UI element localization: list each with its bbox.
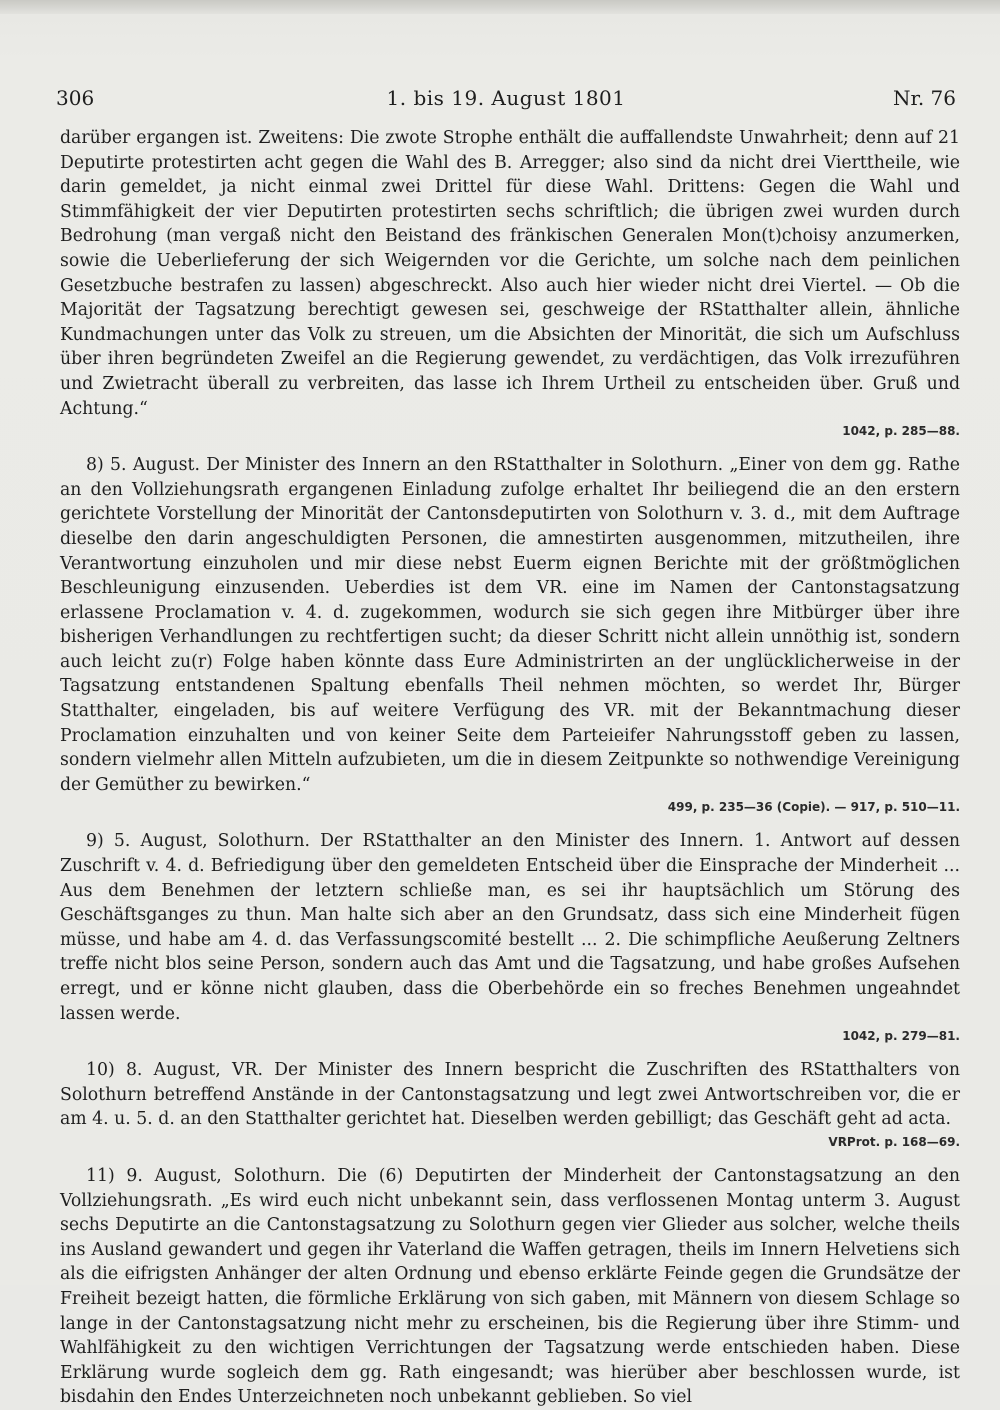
- source-reference: VRProt. p. 168—69.: [828, 1134, 960, 1149]
- running-head-date: 1. bis 19. August 1801: [386, 86, 626, 110]
- page-number: 306: [56, 86, 95, 110]
- paragraph-entry-11: 11) 9. August, Solothurn. Die (6) Deputirten der Minderheit der Cantonstagsatzung an den Vollziehungsrath. „Es wird euch nicht unbekannt sein, dass verflossenen Montag unterm 3. August sechs Deputirte an die Cantonstagsatzung zu Solothurn gegen vier Glieder aus solcher, welche theils ins Ausland gewandert und gegen ihr Vaterland die Waffen getragen, theils im Innern Helvetiens sich als die eifrigsten Anhänger der alten Ordnung und ebenso erklärte Feinde gegen die Grundsätze der Freiheit bezeigt hatten, die förmliche Erklärung von sich gaben, mit Männern von diesem Schlage so lange in der Cantonstagsatzung nicht mehr zu erscheinen, bis die Regierung über ihre Stimm- und Wahlfähigkeit zu den wichtigen Verrichtungen der Tagsatzung werde entschieden haben. Diese Erklärung wurde sogleich dem gg. Rath eingesandt; was hierüber aber beschlossen wurde, ist bisdahin den Endes Unterzeichneten noch unbekannt geblieben. So viel: [60, 1165, 960, 1408]
- page-header: [56, 86, 956, 120]
- page-body: [60, 126, 960, 1410]
- paragraph-continuation: darüber ergangen ist. Zweitens: Die zwote Strophe enthält die auffallendste Unwahrheit; denn auf 21 Deputirte protestirten acht gegen die Wahl des B. Arregger; also sind da nicht drei Vierttheile, wie darin gemeldet, ja nicht einmal zwei Drittel für diese Wahl. Drittens: Gegen die Wahl und Stimmfähigkeit der vier Deputirten protestirten sechs schriftlich; die übrigen zwei wurden durch Bedrohung (man vergaß nicht den Beistand des fränkischen Generalen Mon(t)choisy anzumerken, sowie die Ueberlieferung der sich Weigernden vor die Gerichte, um solche nach dem peinlichen Gesetzbuche bestrafen zu lassen) abgeschreckt. Also auch hier wieder nicht drei Viertel. — Ob die Majorität der Tagsatzung berechtigt gewesen sei, geschweige der RStatthalter allein, ähnliche Kundmachungen unter das Volk zu streuen, um die Absichten der Minorität, die sich um Aufschluss über ihren begründeten Zweifel an die Regierung gewendet, zu verdächtigen, das Volk irrezuführen und Zwietracht überall zu verbreiten, das lasse ich Ihrem Urtheil zu entscheiden über. Gruß und Achtung.“: [60, 128, 960, 419]
- paragraph-entry-8: 8) 5. August. Der Minister des Innern an den RStatthalter in Solothurn. „Einer von dem gg. Rathe an den Vollziehungsrath ergangenen Einladung zufolge erhaltet Ihr beiliegend die an den erstern gerichtete Vorstellung der Minorität der Cantonsdeputirten von Solothurn v. 3. d., mit dem Auftrage dieselbe den darin angeschuldigten Personen, die amnestirten ausgenommen, mitzutheilen, ihre Verantwortung einzuholen und mir diese nebst Euerm eignen Berichte mit der größtmöglichen Beschleunigung einzusenden. Ueberdies ist dem VR. eine im Namen der Cantonstagsatzung erlassene Proclamation v. 4. d. zugekommen, wodurch sie sich gegen ihre Mitbürger über ihre bisherigen Verhandlungen zu rechtfertigen sucht; da dieser Schritt nicht allein unnöthig ist, sondern auch leicht zu(r) Folge haben könnte dass Eure Administrirten an der unglücklicherweise in der Tagsatzung entstandenen Spaltung ebenfalls Theil nehmen möchten, so werdet Ihr, Bürger Statthalter, eingeladen, bis auf weitere Verfügung des VR. mit der Bekanntmachung dieser Proclamation einzuhalten und von keiner Seite dem Parteieifer Nahrungsstoff geben zu lassen, sondern vielmehr allen Mitteln aufzubieten, um die in diesem Zeitpunkte so nothwendige Vereinigung der Gemüther zu bewirken.“: [60, 455, 960, 795]
- document-number: Nr. 76: [892, 86, 956, 110]
- scan-edge: [0, 0, 1000, 14]
- source-reference: 499, p. 235—36 (Copie). — 917, p. 510—11.: [667, 800, 960, 815]
- paragraph-entry-10: 10) 8. August, VR. Der Minister des Innern bespricht die Zuschriften des RStatthalters von Solothurn betreffend Anstände in der Cantonstagsatzung und legt zwei Antwortschreiben vor, die er am 4. u. 5. d. an den Statthalter gerichtet hat. Dieselben werden gebilligt; das Geschäft geht ad acta.: [60, 1060, 960, 1130]
- source-reference: 1042, p. 285—88.: [842, 424, 960, 439]
- source-reference: 1042, p. 279—81.: [842, 1029, 960, 1044]
- paragraph-entry-9: 9) 5. August, Solothurn. Der RStatthalter an den Minister des Innern. 1. Antwort auf dessen Zuschrift v. 4. d. Befriedigung über den gemeldeten Entscheid über die Einsprache der Minderheit ... Aus dem Benehmen der letztern schließe man, es sei ihr hauptsächlich um Störung des Geschäftsganges zu thun. Man halte sich aber an den Grundsatz, dass sich eine Minderheit fügen müsse, und habe am 4. d. das Verfassungscomité bestellt ... 2. Die schimpfliche Aeußerung Zeltners treffe nicht blos seine Person, sondern auch das Amt und die Tagsatzung, und habe großes Aufsehen erregt, und er könne nicht glauben, dass die Oberbehörde ein so freches Benehmen ungeahndet lassen werde.: [60, 831, 960, 1024]
